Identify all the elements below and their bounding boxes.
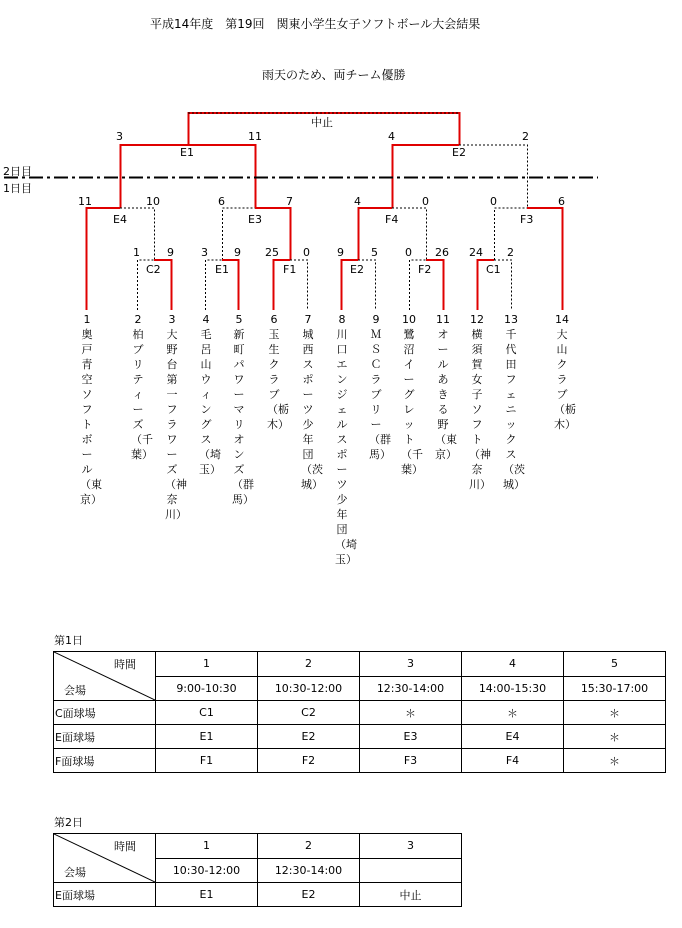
time-cell: 9:00-10:30 [156, 676, 258, 701]
slot-header: 5 [564, 652, 666, 677]
day1-schedule-table [53, 651, 666, 773]
semi-label: E1 [180, 146, 194, 159]
venue-cell: E面球場 [54, 725, 156, 749]
team-number: 2 [134, 313, 142, 326]
team-name: オールあきる野（東京） [435, 328, 457, 461]
day1-label: 1日目 [3, 182, 32, 195]
game-cell: F1 [156, 749, 258, 773]
team-name: 城西スポーツ少年団（茨城） [301, 328, 323, 491]
qf-score: 10 [146, 195, 160, 208]
r1-score: 5 [371, 246, 378, 259]
qf-score: 11 [78, 195, 92, 208]
team-entry [503, 312, 525, 492]
day1-heading: 第1日 [54, 634, 83, 647]
r1-label: E1 [215, 263, 229, 276]
team-number: 5 [235, 313, 243, 326]
qf-label: F3 [520, 213, 534, 226]
slot-header: 4 [462, 652, 564, 677]
team-entry [554, 312, 576, 432]
team-number: 6 [270, 313, 278, 326]
team-name: 玉生クラブ（栃木） [267, 328, 289, 431]
game-cell: E2 [258, 883, 360, 907]
team-number: 14 [555, 313, 569, 326]
rain-note: 雨天のため、両チーム優勝 [262, 68, 406, 82]
team-number: 1 [83, 313, 91, 326]
team-entry [301, 312, 323, 492]
qf-label: F4 [385, 213, 399, 226]
time-header: 時間 [114, 840, 136, 853]
qf-label: E4 [113, 213, 127, 226]
team-number: 4 [202, 313, 210, 326]
time-cell: 10:30-12:00 [258, 676, 360, 701]
r1-score: 1 [133, 246, 140, 259]
game-cell: F2 [258, 749, 360, 773]
team-number: 12 [470, 313, 484, 326]
game-cell: F4 [462, 749, 564, 773]
r1-label: C2 [146, 263, 161, 276]
qf-label: E3 [248, 213, 262, 226]
game-cell: 中止 [360, 883, 462, 907]
header-corner-cell [54, 834, 156, 883]
r1-score: 24 [469, 246, 483, 259]
team-number: 10 [402, 313, 416, 326]
header-corner-cell [54, 652, 156, 701]
final-right-score: 2 [522, 130, 529, 143]
slot-header: 1 [156, 652, 258, 677]
qf-score: 0 [490, 195, 497, 208]
r1-label: E2 [350, 263, 364, 276]
game-cell: E4 [462, 725, 564, 749]
semi-label: E2 [452, 146, 466, 159]
slot-header: 1 [156, 834, 258, 859]
team-name: 新町パワーマリオンズ（群馬） [232, 328, 254, 506]
venue-cell: E面球場 [54, 883, 156, 907]
team-name: 大野台第一フラワーズ（神奈川） [165, 328, 187, 521]
slot-header: 2 [258, 652, 360, 677]
day2-schedule-table [53, 833, 462, 907]
time-header: 時間 [114, 658, 136, 671]
venue-cell: F面球場 [54, 749, 156, 773]
qf-score: 7 [286, 195, 293, 208]
r1-score: 3 [201, 246, 208, 259]
team-entry [165, 312, 187, 522]
game-cell: F3 [360, 749, 462, 773]
venue-header: 会場 [64, 684, 86, 697]
team-name: 奥戸青空ソフトボール（東京） [80, 328, 102, 506]
team-name: 毛呂山ウィングス（埼玉） [199, 328, 221, 476]
time-cell: 14:00-15:30 [462, 676, 564, 701]
day2-heading: 第2日 [54, 816, 83, 829]
team-number: 13 [504, 313, 518, 326]
game-cell: ＊ [564, 725, 666, 749]
game-cell: E3 [360, 725, 462, 749]
slot-header: 3 [360, 834, 462, 859]
team-name: 横須賀女子ソフト（神奈川） [469, 328, 491, 491]
team-number: 8 [338, 313, 346, 326]
game-cell: E2 [258, 725, 360, 749]
venue-header: 会場 [64, 866, 86, 879]
team-entry [335, 312, 357, 567]
time-cell: 15:30-17:00 [564, 676, 666, 701]
final-label: 中止 [311, 116, 333, 129]
r1-score: 26 [435, 246, 449, 259]
slot-header: 3 [360, 652, 462, 677]
team-number: 11 [436, 313, 450, 326]
qf-score: 4 [354, 195, 361, 208]
team-entry [267, 312, 289, 432]
page-title: 平成14年度 第19回 関東小学生女子ソフトボール大会結果 [150, 17, 481, 31]
final-left-score: 3 [116, 130, 123, 143]
team-number: 7 [304, 313, 312, 326]
team-entry [232, 312, 254, 507]
time-cell: 10:30-12:00 [156, 858, 258, 883]
team-number: 9 [372, 313, 380, 326]
qf-score: 6 [218, 195, 225, 208]
r1-score: 2 [507, 246, 514, 259]
team-entry [469, 312, 491, 492]
game-cell: E1 [156, 725, 258, 749]
game-cell: ＊ [360, 701, 462, 725]
team-entry [435, 312, 457, 462]
team-name: 川口エンジェルスポーツ少年団（埼玉） [335, 328, 357, 566]
team-name: 千代田フェニックス（茨城） [503, 328, 525, 491]
r1-score: 25 [265, 246, 279, 259]
team-entry [131, 312, 153, 462]
team-name: 鷺沼イーグレット（千葉） [401, 328, 423, 476]
game-cell: C1 [156, 701, 258, 725]
time-cell: 12:30-14:00 [360, 676, 462, 701]
r1-label: F1 [283, 263, 297, 276]
team-entry [199, 312, 221, 477]
team-name: 大山クラブ（栃木） [554, 328, 576, 431]
team-entry [369, 312, 391, 462]
r1-label: C1 [486, 263, 501, 276]
game-cell: ＊ [564, 701, 666, 725]
semi-score: 4 [388, 130, 395, 143]
team-entry [80, 312, 102, 507]
game-cell: ＊ [462, 701, 564, 725]
r1-score: 9 [234, 246, 241, 259]
r1-score: 9 [167, 246, 174, 259]
r1-score: 0 [405, 246, 412, 259]
r1-score: 9 [337, 246, 344, 259]
game-cell: C2 [258, 701, 360, 725]
qf-score: 6 [558, 195, 565, 208]
semi-score: 11 [248, 130, 262, 143]
r1-score: 0 [303, 246, 310, 259]
venue-cell: C面球場 [54, 701, 156, 725]
team-name: ＭＳＣラブリー（群馬） [369, 328, 391, 461]
game-cell: ＊ [564, 749, 666, 773]
time-cell: 12:30-14:00 [258, 858, 360, 883]
team-entry [401, 312, 423, 477]
team-number: 3 [168, 313, 176, 326]
qf-score: 0 [422, 195, 429, 208]
time-cell [360, 858, 462, 883]
game-cell: E1 [156, 883, 258, 907]
slot-header: 2 [258, 834, 360, 859]
r1-label: F2 [418, 263, 432, 276]
day2-label: 2日目 [3, 165, 32, 178]
team-name: 柏ブリティーズ（千葉） [131, 328, 153, 461]
